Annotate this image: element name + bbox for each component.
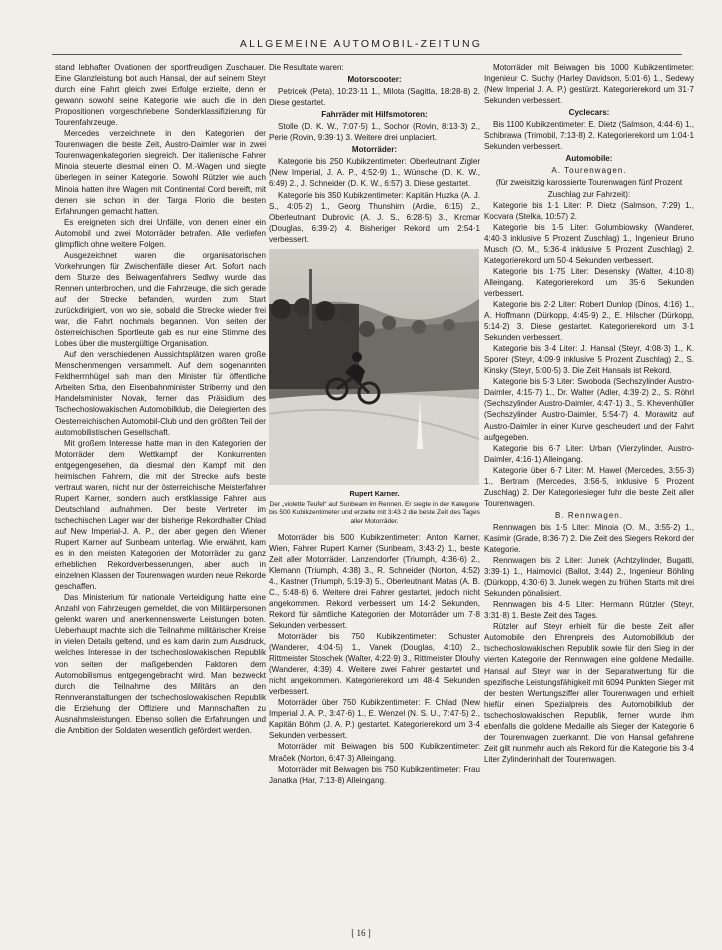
column-middle (269, 62, 480, 922)
result-r15: Rennwagen bis 1·5 Liter: Minoia (O. M., 3:55·2) 1., Kasimir (Grade, 8:36·7) 2. Die Zeit des Siegers Rekord der Kategorie. (484, 522, 694, 555)
result-350: Kategorie bis 350 Kubikzentimeter: Kapitän Huzka (A. J. S., 4:05·2) 1., Georg Thunshirn (Ardie, 6:15) 2., Oberleutnant Dubrovic (A. J. S., 6:28·5) 3., Krcmar (Douglas, 6:39·2) 4. Bisheriger Rekord um 2:54·1 verbessert. (269, 190, 480, 244)
result-t175: Kategorie bis 1·75 Liter: Desensky (Walter, 4:10·8) Alleingang. Kategorierekord um 35·6 Sekunden verbessert. (484, 266, 694, 298)
result-t22: Kategorie bis 2·2 Liter: Robert Dunlop (Dinos, 4:16) 1., A. Hoffmann (Dürkopp, 4:45·9) 2., E. Hilscher (Dürkopp, 5:14·2) 3. Diese gestartet. Kategorierekord um 3·1 Sekunden verbessert. (484, 299, 694, 343)
result-t34: Kategorie bis 3·4 Liter: J. Hansal (Steyr, 4:08·3) 1., K. Sporer (Steyr, 4:09·9 inklusive 5 Prozent Zuschlag) 2., S. Kinsky (Steyr, 5:00·5) 3. Die Zeit Hansals ist Rekord. (484, 344, 694, 376)
result-t15: Kategorie bis 1·5 Liter: Golumbiowsky (Wanderer, 4:40·3 inklusive 5 Prozent Zuschlag) 1., Ingenieur Bruno Musch (O. M., 5:36·4 inklusive 5 Prozent Zuschlag) 2. Kategorierekord um 50·4 Sekunden verbessert. (484, 222, 694, 265)
final-paragraph: Rützler auf Steyr erhielt für die beste Zeit aller Automobile den Ehrenpreis des Automobilklub der tschechoslowakischen Republik sowie für den Sieg in der vierten Kategorie der Rennwagen eine goldene Medaille. Hansal auf Steyr war in der Separatwertung für die spezifische Leistungsfähigkeit mit 6094 Punkten Sieger mit der besten Wertungsziffer aller Tourenwagen und erhielt hiefür einen Spezialpreis des Automobilklub der tschechoslowakischen Republik, ferner wurde ihm ebenfalls die goldene Medaille als Sieger der Kategorie 6 der Tourenwagen zuerkannt. Die von Hansal gefahrene Zeit gilt nunmehr auch als Rekord für die Kategorie bis 3·4 Liter Zylinderinhalt der Tourenwagen. (484, 622, 694, 764)
results-intro: Die Resultate waren: (269, 63, 344, 72)
paragraph: Das Ministerium für nationale Verteidigung hatte eine Anzahl von Fahrzeugen gemeldet, die von Militärpersonen gelenkt waren und anerkennenswerte Leistungen boten. Ueberhaupt machte sich die Teilnahme militärischer Kreise in vielen Details geltend, und es kam darin zum Ausdruck, welches Interesse in der tschechoslowakischen Republik von seiten der maßgebenden Faktoren dem Automobilismus entgegengebracht wird. Man bezweckt durch die Teilnahme des Militärs an den Rennveranstaltungen der tschechoslowakischen Republik die Erziehung der Offiziere und Mannschaften zu Ausnahmsleistungen. Ebenso sollen die Erfahrungen und die Ambition der Soldaten wesentlich gefördert werden. (55, 593, 266, 735)
paragraph: stand lebhafter Ovationen der sportfreudigen Zuschauer. Eine Glanzleistung bot auch Hansal, der auf seinem Steyr durch eine Fahrt gleich zwei Erfolge erzielte, denn er gewann sowohl seine Kategorie wie auch die in den Propositionen vorgeschriebene Sonderklassifizierung für Tourenfahrzeuge. (55, 63, 266, 128)
paragraph: Ausgezeichnet waren die organisatorischen Vorkehrungen für Zwischenfälle dieser Art. Sofort nach dem Sturze des Beiwagenfahrers Sedlwy wurde das Rennen unterbrochen, und die Fahrzeuge, die sich gerade auf der Strecke befanden, wurden zum Start zurückdirigiert, von wo sie, sobald die Strecke wieder frei war, die Fahrt nochmals begannen. Von seiten der österreichischen Sportleute gab es nur eine Stimme des Lobes über die mustergültige Organisation. (55, 250, 266, 349)
paragraph: Mit großem Interesse hatte man in den Kategorien der Motorräder dem Wettkampf der Konkurrenten entgegengesehen, da diesmal den Kampf mit den heimischen Fahrern, die mit der Strecke aufs beste vertraut waren, nicht nur der österreichische Meisterfahrer Rupert Karner, sondern auch erstklassige Fahrer aus Deutschland aufnahmen. Der beste Vertreter im tschechischen Lager war der bisherige Rekordhalter Chlad auf New Imperial-J. A. P., der aber gegen den Wiener Rupert Karner auf Sunbeam unterlag. Wie erwähnt, kam es in den meisten Kategorien der Motorräder zu ganz erheblichen Rekordverbesserungen, aber auch in einzelnen Klassen der Tourenwagen wurden neue Rekorde geschaffen. (55, 438, 266, 592)
result-750: Motorräder bis 750 Kubikzentimeter: Schuster (Wanderer, 4:04·5) 1., Vanek (Douglas, 4:10) 2., Rittmeister Stoschek (Walter, 4:22·9) 3., Rittmeister Dlouhy (Wanderer, 4:39) 4. Weitere zwei Fahrer gestartet und nicht angekommen. Kategorierekord um 48·4 Sekunden verbessert. (269, 632, 480, 697)
result-t53: Kategorie bis 5·3 Liter: Swoboda (Sechszylinder Austro-Daimler, 4:15·7) 1., Dr. Walter (Adler, 4:39·2) 2., S. Röhrl (Sechszylinder Austro-Daimler, 4:47·1) 3., S. Khevenhüller (Sechszylinder Austro-Daimler, 5:54·7) 4. Morawitz auf Austro-Daimler in einer Kurve gescheudert und der Fahrt aufgegeben. (484, 377, 694, 442)
paragraph: Es ereigneten sich drei Unfälle, von denen einer ein Automobil und zwei Motorräder betrafen. Alle verliefen glimpflich ohne weitere Folgen. (55, 217, 266, 249)
heading-tourenwagen: A. Tourenwagen. (551, 166, 627, 176)
column-left (55, 62, 266, 922)
result-t67: Kategorie bis 6·7 Liter: Urban (Vierzylinder, Austro-Daimler, 4:16·1) Alleingang. (484, 443, 694, 464)
result-500: Motorräder bis 500 Kubikzentimeter: Anton Karner, Wien, Fahrer Rupert Karner (Sunbeam, 3:43·2) 1., beste Zeit aller Motorräder. Lanzendorfer (Triumph, 4:36·6) 2., Klemann (Triumph, 4:38) 3., R. Schneider (Norton, 4:52) 4., Kastner (Triumph, 5:19·3) 5., Oberleutnant Matas (A. B. C., 5:48·6) 6. Weitere drei Fahrer gestartet, jedoch nicht angekommen. Rekord verbessert um 14·2 Sekunden, Rekord für sämtliche Kategorien der Motorräder um 7·8 Sekunden verbessert. (269, 532, 480, 630)
column-right (484, 62, 694, 922)
result-t67plus: Kategorie über 6·7 Liter: M. Hawel (Mercedes, 3:55·3) 1., Bertram (Mercedes, 3:56·5, inklusive 5 Prozent Zuschlag) 2. Der Kategoriesieger fuhr die beste Zeit aller Tourenwagen. (484, 465, 694, 508)
heading-automobile: Automobile: (565, 154, 613, 164)
page-number: [ 16 ] (351, 928, 371, 938)
tourenwagen-note: (für zweisitzig karossierte Tourenwagen fünf Prozent Zuschlag zur Fahrzeit): (495, 178, 683, 199)
result-sidecar-1000: Motorräder mit Beiwagen bis 1000 Kubikzentimeter: Ingenieur C. Suchy (Harley Davidson, 5:01·6) 1., Sedewy (New Imperial J. A. P.) gestürzt. Kategorierekord um 31·7 Sekunden verbessert. (484, 63, 694, 106)
heading-hilfsmotor: Fahrräder mit Hilfsmotoren: (321, 110, 428, 120)
heading-cyclecars: Cyclecars: (568, 108, 610, 118)
result-t11: Kategorie bis 1·1 Liter: P. Dietz (Salmson, 7:29) 1., Kocvara (Stelka, 10:57) 2. (484, 200, 694, 221)
paragraph: Mercedes verzeichnete in den Kategorien der Tourenwagen die beste Zeit, Austro-Daimler war in zwei Tourenwagenkategorien siegreich. Der italienische Fahrer Minoia steuerte diesmal einen O. M.-Wagen und siegte überlegen in seiner Kategorie. Sowohl Rützler wie auch Minoia hatten ihre Wagen mit Continental Cord bereift, mit denen sie schon in der Targa Florio die besten Erfahrungen gemacht hatten. (55, 129, 266, 216)
result-motorscooter: Petricek (Peta), 10:23·11 1., Milota (Sagitta, 18:28·8) 2. Diese gestartet. (269, 87, 480, 108)
result-cyclecars: Bis 1100 Kubikzentimeter: E. Dietz (Salmson, 4:44·6) 1., Schibrawa (Trimobil, 7:13·8) 2. Kategorierekord um 1:04·1 Sekunden verbessert. (484, 120, 694, 152)
paragraph: Auf den verschiedenen Aussichtsplätzen waren große Menschenmengen versammelt. Auf dem sogenannten Feldherrnhügel sah man den Minister für öffentliche Arbeiten Srba, den Eisenbahnminister Striberny und den Handelsminister Novak, ferner das Präsidium des Tschechoslowakischen Automobilklub, die Delegierten des Oesterreichischen Automobil-Club und den größten Teil der automobilistischen Gesellschaft. (55, 350, 266, 437)
header-rule (52, 54, 682, 55)
result-250: Kategorie bis 250 Kubikzentimeter: Oberleutnant Zigler (New Imperial, J. A. P., 4:52·9) 1., Wünsche (D. K. W., 6:49) 2., J. Schneider (D. K. W., 6:57) 3. Diese gestartet. (269, 157, 480, 189)
result-r2: Rennwagen bis 2 Liter: Junek (Achtzylinder, Bugatti, 3:39·1) 1., Haimovici (Ballot, 3:44) 2., Ingenieur Böhling (Dürkopp, 4:30·6) 3. Junek wegen zu frühen Starts mit drei Sekunden pönalisiert. (484, 556, 694, 599)
heading-rennwagen: B. Rennwagen. (554, 510, 624, 520)
page-header: ALLGEMEINE AUTOMOBIL-ZEITUNG (239, 38, 483, 50)
heading-motorraeder: Motorräder: (351, 145, 398, 155)
photo-caption-title: Rupert Karner. (349, 488, 400, 498)
result-hilfsmotor: Stolle (D. K. W., 7:07·5) 1., Sochor (Rovin, 8:13·3) 2., Perie (Rovin, 9:39·1) 3. Weitere drei unplaciert. (269, 122, 480, 143)
race-photo (269, 249, 479, 485)
result-sidecar-500: Motorräder mit Beiwagen bis 500 Kubikzentimeter: Mraček (Norton, 6:47·3) Alleingang. (269, 742, 480, 763)
result-sidecar-750: Motorräder mit Beiwagen bis 750 Kubikzentimeter: Frau Janatka (Har, 7:13·8) Alleingang. (269, 764, 480, 785)
heading-motorscooter: Motorscooter: (347, 75, 402, 85)
result-r45: Rennwagen bis 4·5 Liter: Hermann Rützler (Steyr, 3:31·8) 1. Beste Zeit des Tages. (484, 600, 694, 621)
result-over-750: Motorräder über 750 Kubikzentimeter: F. Chlad (New Imperial J. A. P., 3:47·6) 1., E. Wenzel (N. S. U., 7:47·5) 2., Kapitän Böhm (J. A. P.) gestartet. Kategorierekord um 3·4 Sekunden verbessert. (269, 698, 480, 741)
race-photo-illustration (269, 249, 479, 485)
photo-caption: Der „violette Teufel“ auf Sunbeam im Rennen. Er siegte in der Kategorie bis 500 Kubikzentimeter und erzielte mit 3:43·2 die beste Zeit des Tages aller Motorräder. (269, 500, 480, 525)
